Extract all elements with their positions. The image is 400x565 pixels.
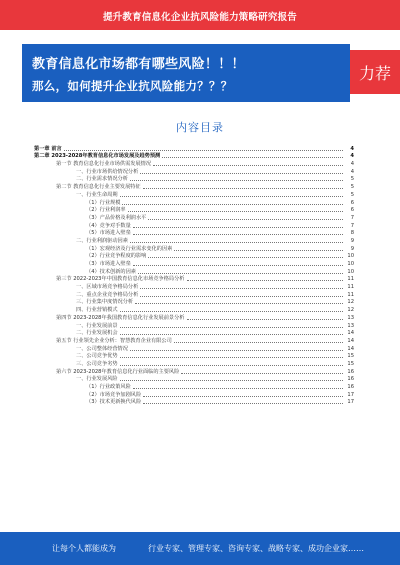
- toc-entry[interactable]: [34, 275, 354, 283]
- toc-page-number: 5: [350, 176, 354, 183]
- toc-page-number: 6: [350, 207, 354, 214]
- toc-entry[interactable]: [34, 305, 354, 313]
- toc-title: 内容目录: [176, 121, 224, 134]
- toc-entry[interactable]: [34, 190, 354, 198]
- footer-roles: 行业专家、管理专家、咨询专家、战略专家、成功企业家……: [148, 544, 364, 553]
- toc-page-number: 7: [350, 222, 354, 229]
- toc-entry-text: 第四节 2023-2028年我国教育信息化行业发展前景分析: [56, 314, 185, 321]
- toc-entry-text: （3）产品价格及利润水平: [86, 214, 147, 221]
- toc-entry[interactable]: [34, 329, 354, 337]
- toc-entry[interactable]: [34, 198, 354, 206]
- banner-headline: 教育信息化市场都有哪些风险！！！: [32, 57, 245, 72]
- toc-page-number: 15: [347, 353, 354, 360]
- toc-page-number: 5: [350, 184, 354, 191]
- toc-entry-text: 四、行业营销模式: [76, 307, 118, 314]
- toc-entry-text: 一、行业发展风险: [76, 376, 118, 383]
- toc-leader-dots: [130, 350, 343, 351]
- toc-leader-dots: [120, 380, 343, 381]
- toc-page-number: 10: [347, 268, 354, 275]
- report-title: 提升教育信息化企业抗风险能力策略研究报告: [102, 12, 297, 23]
- toc-page-number: 13: [347, 314, 354, 321]
- toc-leader-dots: [148, 219, 343, 220]
- toc-page-number: 16: [347, 376, 354, 383]
- recommend-badge: 力荐: [350, 50, 400, 94]
- toc-page-number: 17: [347, 391, 354, 398]
- toc-entry-text: 二、公司竞争优势: [76, 353, 118, 360]
- toc-page-number: 10: [347, 261, 354, 267]
- toc-entry-text: 三、公司竞争劣势: [76, 360, 118, 367]
- toc-page-number: 14: [347, 330, 354, 337]
- toc-page-number: 12: [347, 307, 354, 314]
- toc-entry[interactable]: [34, 398, 354, 406]
- toc-leader-dots: [133, 265, 343, 266]
- toc-entry[interactable]: [34, 152, 354, 160]
- toc-entry[interactable]: [34, 390, 354, 398]
- toc-entry-text: （2）行业利润率: [86, 207, 126, 214]
- toc-leader-dots: [143, 396, 343, 397]
- toc-page-number: 15: [347, 360, 354, 367]
- toc-page-number: 14: [347, 337, 354, 344]
- banner-subheadline: 那么，如何提升企业抗风险能力？？？: [32, 79, 233, 93]
- toc-leader-dots: [153, 165, 343, 166]
- toc-entry-text: （1）宏观经济及行业需求变化的因素: [86, 245, 173, 252]
- toc-page-number: 4: [350, 168, 354, 175]
- toc-page-number: 16: [347, 368, 354, 375]
- toc-page-number: 11: [347, 284, 354, 291]
- toc-entry-text: （5）市场进入壁垒: [86, 230, 131, 237]
- toc-entry[interactable]: [34, 252, 354, 260]
- toc-leader-dots: [140, 296, 343, 297]
- toc-entry[interactable]: [34, 282, 354, 290]
- toc-page-number: 4: [350, 153, 354, 160]
- toc-entry-text: （2）市场竞争加剧风险: [86, 391, 142, 398]
- toc-page-number: 14: [347, 345, 354, 352]
- toc-leader-dots: [120, 196, 343, 197]
- toc-entry-text: 二、重点企业竞争格局分析: [76, 291, 139, 298]
- toc-leader-dots: [133, 388, 343, 389]
- toc-leader-dots: [143, 403, 343, 404]
- toc-leader-dots: [187, 280, 344, 281]
- toc-leader-dots: [120, 357, 343, 358]
- toc-leader-dots: [174, 250, 343, 251]
- toc-leader-dots: [140, 288, 343, 289]
- toc-entry-text: （3）市场进入壁垒: [86, 261, 131, 267]
- toc-entry[interactable]: [34, 244, 354, 252]
- toc-entry-text: 一、行业生命周期: [76, 191, 118, 198]
- toc-leader-dots: [174, 342, 343, 343]
- toc-entry[interactable]: [34, 229, 354, 237]
- toc-leader-dots: [135, 303, 343, 304]
- toc-page-number: 8: [350, 230, 354, 237]
- toc-entry[interactable]: [34, 382, 354, 390]
- table-of-contents: [34, 144, 354, 405]
- toc-page-number: 17: [347, 399, 354, 406]
- toc-page-number: 12: [347, 299, 354, 306]
- toc-entry-text: 一、行业市场供给情况分析: [76, 168, 139, 175]
- toc-leader-dots: [120, 327, 343, 328]
- toc-entry[interactable]: [34, 236, 354, 244]
- toc-entry[interactable]: [34, 375, 354, 383]
- toc-entry-text: （4）技术创新的因素: [86, 268, 136, 275]
- toc-entry-text: 第二节 教育信息化行业主要发展特征: [56, 184, 141, 191]
- toc-entry[interactable]: [34, 359, 354, 367]
- toc-page-number: 4: [350, 145, 354, 152]
- toc-entry[interactable]: [34, 213, 354, 221]
- toc-entry[interactable]: [34, 298, 354, 306]
- toc-entry[interactable]: [34, 259, 354, 267]
- toc-entry-text: 一、区域市场竞争格局分析: [76, 284, 139, 291]
- toc-entry-text: 第六节 2023-2028年教育信息化行业面临的主要风险: [56, 368, 180, 375]
- toc-entry-text: 一、公司整体经营情况: [76, 345, 128, 352]
- toc-leader-dots: [187, 319, 344, 320]
- toc-entry[interactable]: [34, 144, 354, 152]
- toc-page-number: 10: [347, 253, 354, 260]
- toc-entry[interactable]: [34, 167, 354, 175]
- toc-entry-text: 第一章 前言: [34, 145, 62, 152]
- toc-page-number: 4: [350, 161, 354, 168]
- toc-entry-text: （4）竞争对手数量: [86, 222, 131, 229]
- toc-page-number: 16: [347, 384, 354, 390]
- toc-page-number: 13: [347, 322, 354, 329]
- toc-page-number: 9: [350, 237, 354, 244]
- toc-page-number: 11: [347, 276, 354, 283]
- toc-entry-text: （2）行业竞争程度的影响: [86, 253, 147, 260]
- toc-entry[interactable]: [34, 267, 354, 275]
- toc-entry[interactable]: [34, 352, 354, 360]
- toc-entry-text: （1）行业规模: [86, 199, 121, 206]
- toc-leader-dots: [64, 150, 343, 151]
- toc-entry[interactable]: [34, 367, 354, 375]
- toc-leader-dots: [162, 157, 343, 158]
- toc-leader-dots: [128, 211, 343, 212]
- toc-leader-dots: [120, 334, 343, 335]
- toc-entry-text: 第五节 行业领先企业分析：智慧教育企业有限公司: [56, 337, 172, 344]
- toc-page-number: 7: [350, 214, 354, 221]
- toc-leader-dots: [120, 311, 343, 312]
- toc-entry[interactable]: [34, 336, 354, 344]
- toc-entry-text: 第三节 2022-2023年中国教育信息化市场竞争格局分析: [56, 276, 185, 283]
- toc-leader-dots: [148, 257, 343, 258]
- toc-leader-dots: [140, 173, 343, 174]
- toc-entry-text: 一、行业发展前景: [76, 322, 118, 329]
- toc-entry-text: （1）行业政策风险: [86, 384, 131, 390]
- toc-page-number: 9: [350, 245, 354, 252]
- toc-leader-dots: [130, 242, 343, 243]
- toc-leader-dots: [122, 204, 343, 205]
- toc-entry[interactable]: [34, 313, 354, 321]
- toc-entry-text: 二、行业需求情况分析: [76, 176, 128, 183]
- toc-leader-dots: [130, 180, 343, 181]
- toc-leader-dots: [133, 234, 343, 235]
- footer-slogan: 让每个人都能成为: [52, 544, 116, 553]
- toc-leader-dots: [133, 227, 343, 228]
- toc-leader-dots: [138, 273, 343, 274]
- toc-entry-text: 第一节 教育信息化行业市场供需发展情况: [56, 161, 152, 168]
- toc-leader-dots: [181, 373, 343, 374]
- toc-entry[interactable]: [34, 206, 354, 214]
- toc-leader-dots: [143, 188, 343, 189]
- toc-entry[interactable]: [34, 344, 354, 352]
- toc-page-number: 5: [350, 191, 354, 198]
- toc-page-number: 11: [347, 291, 354, 298]
- toc-entry-text: 第二章 2023-2028年教育信息化市场发展及趋势预测: [34, 153, 161, 160]
- toc-entry[interactable]: [34, 221, 354, 229]
- toc-entry[interactable]: [34, 290, 354, 298]
- toc-entry[interactable]: [34, 159, 354, 167]
- toc-entry[interactable]: [34, 182, 354, 190]
- toc-entry-text: 二、行业发展机会: [76, 330, 118, 337]
- toc-leader-dots: [120, 365, 343, 366]
- toc-entry-text: 三、行业集中度情况分析: [76, 299, 134, 306]
- promo-banner: [22, 44, 350, 102]
- toc-page-number: 6: [350, 199, 354, 206]
- toc-entry-text: （3）技术更新换代风险: [86, 399, 142, 406]
- toc-entry-text: 二、行业利润驱动因素: [76, 237, 128, 244]
- toc-entry[interactable]: [34, 175, 354, 183]
- toc-entry[interactable]: [34, 321, 354, 329]
